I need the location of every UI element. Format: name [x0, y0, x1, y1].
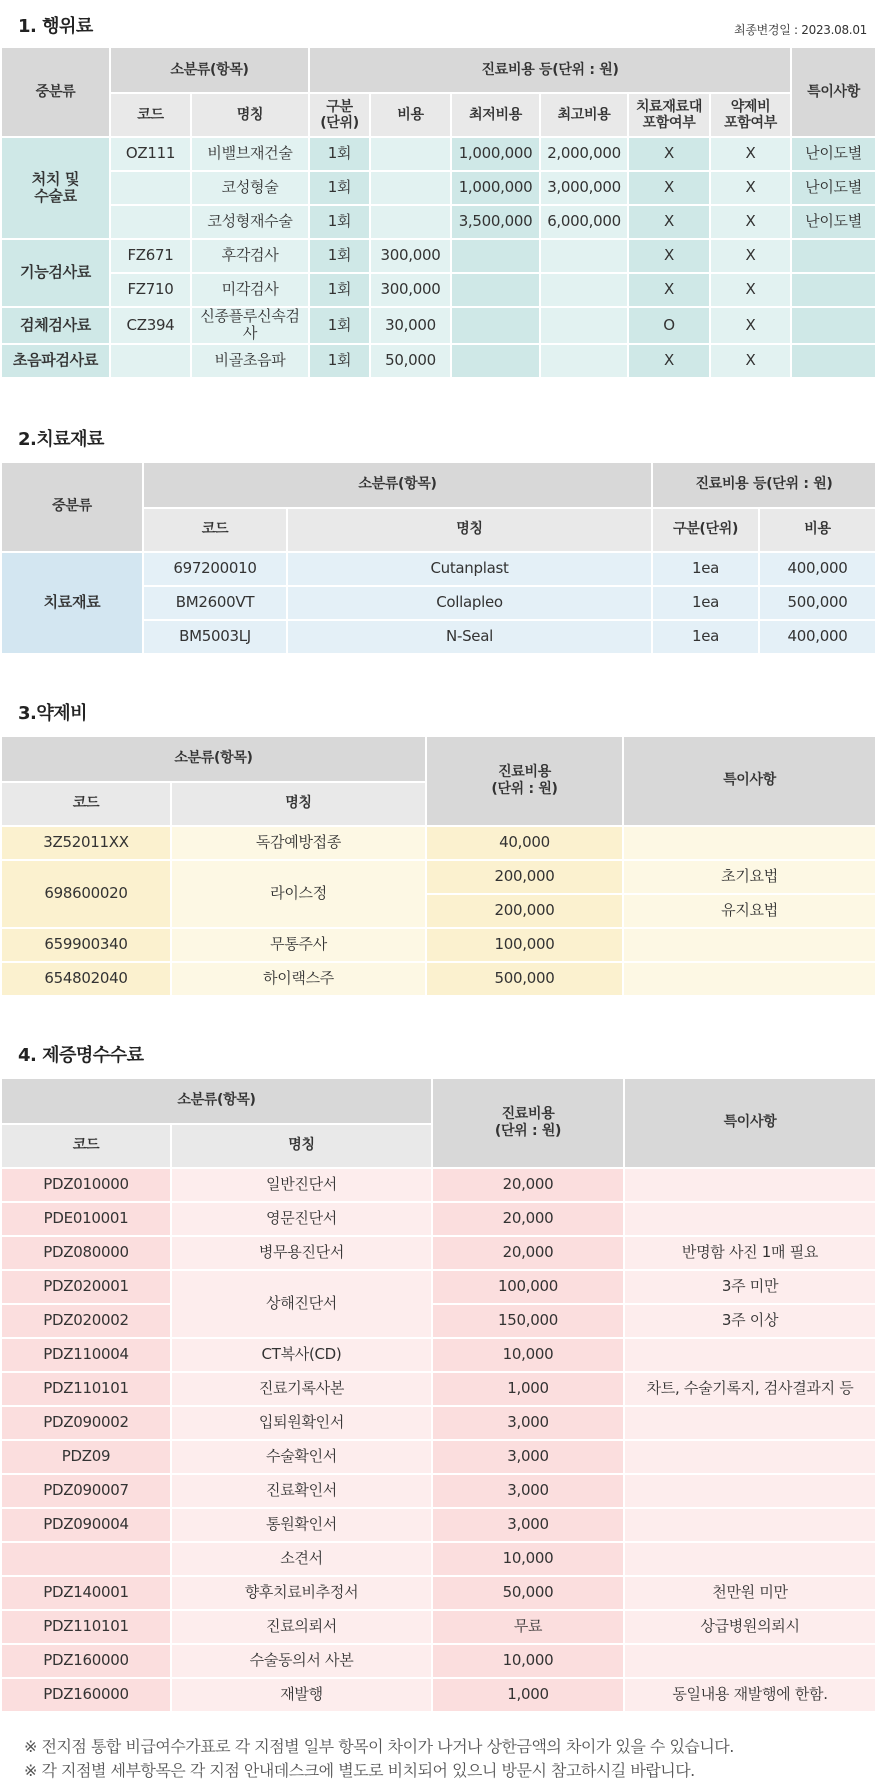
- header-cost: 진료비용 등(단위 : 원): [309, 47, 791, 93]
- cell-drug-included: X: [710, 344, 791, 378]
- cell-unit: 1회: [309, 273, 370, 307]
- cell-name: 하이랙스주: [171, 962, 426, 996]
- section-2-header: [0, 379, 875, 461]
- header-unit: 구분 (단위): [309, 93, 370, 137]
- cell-name: 신종플루신속검사: [191, 307, 309, 344]
- header-note: 특이사항: [624, 1078, 875, 1168]
- cell-note: [624, 1168, 875, 1202]
- cell-name: 일반진단서: [171, 1168, 432, 1202]
- cell-code: PDZ140001: [1, 1576, 171, 1610]
- cell-code: PDZ110004: [1, 1338, 171, 1372]
- group-label: 검체검사료: [1, 307, 110, 344]
- footer-notes: [0, 1713, 875, 1783]
- cell-unit: 1ea: [652, 552, 759, 586]
- cell-name: 코성형재수술: [191, 205, 309, 239]
- cell-note: [624, 1202, 875, 1236]
- header-min-price: 최저비용: [451, 93, 540, 137]
- cell-unit: 1ea: [652, 586, 759, 620]
- cell-note: [624, 1406, 875, 1440]
- table-row: [1, 1440, 875, 1474]
- cell-note: 난이도별: [791, 205, 875, 239]
- table-row: [1, 239, 875, 273]
- header-max-price: 최고비용: [540, 93, 628, 137]
- table-row: [1, 1406, 875, 1440]
- cell-max-price: 3,000,000: [540, 171, 628, 205]
- cell-code: [1, 1542, 171, 1576]
- cell-name: 소견서: [171, 1542, 432, 1576]
- cell-material-included: X: [628, 137, 710, 171]
- cell-unit: 1회: [309, 205, 370, 239]
- cell-price: 3,000: [432, 1406, 624, 1440]
- cell-material-included: X: [628, 205, 710, 239]
- drug-fee-table: [0, 735, 875, 997]
- cell-note: [624, 1440, 875, 1474]
- cell-note: 차트, 수술기록지, 검사결과지 등: [624, 1372, 875, 1406]
- cell-price: 100,000: [432, 1270, 624, 1304]
- cell-code: PDZ110101: [1, 1372, 171, 1406]
- cell-code: CZ394: [110, 307, 191, 344]
- cell-price: 10,000: [432, 1644, 624, 1678]
- cell-note: [624, 1474, 875, 1508]
- table-row: [1, 1304, 875, 1338]
- footer-note: ※ 전지점 통합 비급여수가표로 각 지점별 일부 항목이 차이가 나거나 상한금액의 차이가 있을 수 있습니다.: [24, 1736, 734, 1756]
- group-label: 기능검사료: [1, 239, 110, 307]
- cell-code: PDZ080000: [1, 1236, 171, 1270]
- cell-name: 비밸브재건술: [191, 137, 309, 171]
- section-4-header: [0, 997, 875, 1077]
- cell-price: 50,000: [370, 344, 451, 378]
- cell-unit: 1회: [309, 137, 370, 171]
- header-code: 코드: [143, 508, 287, 552]
- cell-price: 40,000: [426, 826, 623, 860]
- cell-note: [791, 239, 875, 273]
- table-row: [1, 552, 875, 586]
- cell-code: BM2600VT: [143, 586, 287, 620]
- cell-material-included: X: [628, 239, 710, 273]
- cell-name: 수술동의서 사본: [171, 1644, 432, 1678]
- cell-max-price: 2,000,000: [540, 137, 628, 171]
- cell-min-price: [451, 273, 540, 307]
- header-note: 특이사항: [791, 47, 875, 137]
- cell-max-price: [540, 344, 628, 378]
- cell-name: 입퇴원확인서: [171, 1406, 432, 1440]
- cell-price: 20,000: [432, 1168, 624, 1202]
- table-row: [1, 1610, 875, 1644]
- table-row: [1, 205, 875, 239]
- cell-code: PDZ160000: [1, 1678, 171, 1712]
- last-updated-date: 최종변경일 : 2023.08.01: [734, 23, 867, 37]
- table-row: [1, 1644, 875, 1678]
- cell-price: 3,000: [432, 1508, 624, 1542]
- cell-code: [110, 205, 191, 239]
- cell-name: 코성형술: [191, 171, 309, 205]
- cell-price: [370, 137, 451, 171]
- header-cost: 진료비용 등(단위 : 원): [652, 462, 875, 508]
- cell-material-included: O: [628, 307, 710, 344]
- cell-note: 난이도별: [791, 171, 875, 205]
- cell-name: 라이스정: [171, 860, 426, 928]
- cell-price: [370, 205, 451, 239]
- header-cost: 진료비용 (단위 : 원): [426, 736, 623, 826]
- certificate-fee-table: [0, 1077, 875, 1713]
- cell-name: 진료기록사본: [171, 1372, 432, 1406]
- header-material-included: 치료재료대 포함여부: [628, 93, 710, 137]
- cell-note: [791, 273, 875, 307]
- cell-price: 1,000: [432, 1678, 624, 1712]
- header-sub-category: 소분류(항목): [110, 47, 309, 93]
- cell-code: PDZ020002: [1, 1304, 171, 1338]
- cell-min-price: 3,500,000: [451, 205, 540, 239]
- cell-price: 무료: [432, 1610, 624, 1644]
- table-row: [1, 307, 875, 344]
- treatment-material-table: [0, 461, 875, 655]
- group-label: 초음파검사료: [1, 344, 110, 378]
- footer-note: ※ 각 지점별 세부항목은 각 지점 안내데스크에 별도로 비치되어 있으니 방문시 참고하시길 바랍니다.: [24, 1760, 695, 1780]
- cell-code: 654802040: [1, 962, 171, 996]
- cell-min-price: 1,000,000: [451, 137, 540, 171]
- table-row: [1, 1508, 875, 1542]
- cell-price: 10,000: [432, 1338, 624, 1372]
- header-name: 명칭: [191, 93, 309, 137]
- header-code: 코드: [1, 1124, 171, 1168]
- cell-note: 천만원 미만: [624, 1576, 875, 1610]
- header-unit: 구분(단위): [652, 508, 759, 552]
- header-name: 명칭: [171, 1124, 432, 1168]
- cell-note: 난이도별: [791, 137, 875, 171]
- table-row: [1, 1236, 875, 1270]
- cell-name: CT복사(CD): [171, 1338, 432, 1372]
- cell-note: [624, 1644, 875, 1678]
- cell-drug-included: X: [710, 239, 791, 273]
- header-note: 특이사항: [623, 736, 875, 826]
- table-row: [1, 928, 875, 962]
- cell-price: 400,000: [759, 552, 875, 586]
- cell-code: PDZ160000: [1, 1644, 171, 1678]
- cell-price: 150,000: [432, 1304, 624, 1338]
- header-mid-category: 중분류: [1, 47, 110, 137]
- group-label: 처치 및 수술료: [1, 137, 110, 239]
- cell-name: Collapleo: [287, 586, 652, 620]
- header-mid-category: 중분류: [1, 462, 143, 552]
- cell-price: 10,000: [432, 1542, 624, 1576]
- section-1-header: [0, 0, 875, 46]
- cell-name: 통원확인서: [171, 1508, 432, 1542]
- table-row: [1, 1338, 875, 1372]
- cell-max-price: [540, 307, 628, 344]
- header-sub-category: 소분류(항목): [1, 1078, 432, 1124]
- table-row: [1, 273, 875, 307]
- cell-note: 3주 미만: [624, 1270, 875, 1304]
- cell-code: FZ671: [110, 239, 191, 273]
- cell-name: 비골초음파: [191, 344, 309, 378]
- cell-code: 659900340: [1, 928, 171, 962]
- header-cost: 진료비용 (단위 : 원): [432, 1078, 624, 1168]
- cell-note: [624, 1338, 875, 1372]
- table-row: [1, 171, 875, 205]
- cell-name: 미각검사: [191, 273, 309, 307]
- table-row: [1, 1474, 875, 1508]
- header-price: 비용: [370, 93, 451, 137]
- table-row: [1, 1202, 875, 1236]
- cell-name: 진료확인서: [171, 1474, 432, 1508]
- cell-note: 유지요법: [623, 894, 875, 928]
- cell-code: BM5003LJ: [143, 620, 287, 654]
- header-sub-category: 소분류(항목): [143, 462, 652, 508]
- table-row: [1, 962, 875, 996]
- cell-code: PDZ110101: [1, 1610, 171, 1644]
- cell-price: 30,000: [370, 307, 451, 344]
- cell-name: Cutanplast: [287, 552, 652, 586]
- cell-name: 무통주사: [171, 928, 426, 962]
- group-label: 치료재료: [1, 552, 143, 654]
- cell-drug-included: X: [710, 273, 791, 307]
- cell-code: OZ111: [110, 137, 191, 171]
- cell-name: 향후치료비추정서: [171, 1576, 432, 1610]
- cell-unit: 1ea: [652, 620, 759, 654]
- cell-drug-included: X: [710, 205, 791, 239]
- section-3-title: 3.약제비: [18, 702, 88, 724]
- cell-max-price: [540, 273, 628, 307]
- cell-drug-included: X: [710, 137, 791, 171]
- cell-name: 병무용진단서: [171, 1236, 432, 1270]
- cell-unit: 1회: [309, 344, 370, 378]
- header-drug-included: 약제비 포함여부: [710, 93, 791, 137]
- table-row: [1, 1678, 875, 1712]
- cell-min-price: 1,000,000: [451, 171, 540, 205]
- cell-code: PDZ090002: [1, 1406, 171, 1440]
- cell-material-included: X: [628, 344, 710, 378]
- cell-code: PDE010001: [1, 1202, 171, 1236]
- cell-note: [623, 928, 875, 962]
- cell-price: 3,000: [432, 1474, 624, 1508]
- cell-code: PDZ090007: [1, 1474, 171, 1508]
- cell-note: 상급병원의뢰시: [624, 1610, 875, 1644]
- section-2-title: 2.치료재료: [18, 428, 104, 450]
- cell-price: 3,000: [432, 1440, 624, 1474]
- table-row: [1, 860, 875, 894]
- cell-price: 200,000: [426, 894, 623, 928]
- cell-drug-included: X: [710, 307, 791, 344]
- cell-note: [791, 344, 875, 378]
- cell-note: 3주 이상: [624, 1304, 875, 1338]
- cell-price: 300,000: [370, 239, 451, 273]
- cell-code: PDZ010000: [1, 1168, 171, 1202]
- cell-price: 100,000: [426, 928, 623, 962]
- cell-name: 수술확인서: [171, 1440, 432, 1474]
- cell-note: 동일내용 재발행에 한함.: [624, 1678, 875, 1712]
- cell-code: FZ710: [110, 273, 191, 307]
- cell-name: N-Seal: [287, 620, 652, 654]
- cell-max-price: 6,000,000: [540, 205, 628, 239]
- cell-min-price: [451, 307, 540, 344]
- procedure-fee-table: [0, 46, 875, 379]
- cell-price: [370, 171, 451, 205]
- cell-price: 500,000: [759, 586, 875, 620]
- header-price: 비용: [759, 508, 875, 552]
- cell-price: 200,000: [426, 860, 623, 894]
- cell-code: 698600020: [1, 860, 171, 928]
- cell-price: 20,000: [432, 1236, 624, 1270]
- cell-unit: 1회: [309, 239, 370, 273]
- cell-name: 진료의뢰서: [171, 1610, 432, 1644]
- table-row: [1, 1270, 875, 1304]
- table-row: [1, 137, 875, 171]
- cell-unit: 1회: [309, 307, 370, 344]
- cell-note: [624, 1508, 875, 1542]
- cell-name: 영문진단서: [171, 1202, 432, 1236]
- section-4-title: 4. 제증명수수료: [18, 1044, 144, 1066]
- cell-note: 반명함 사진 1매 필요: [624, 1236, 875, 1270]
- cell-min-price: [451, 239, 540, 273]
- cell-name: 후각검사: [191, 239, 309, 273]
- cell-code: [110, 171, 191, 205]
- table-row: [1, 1542, 875, 1576]
- cell-code: 3Z52011XX: [1, 826, 171, 860]
- cell-code: 697200010: [143, 552, 287, 586]
- cell-name: 상해진단서: [171, 1270, 432, 1338]
- cell-min-price: [451, 344, 540, 378]
- cell-price: 50,000: [432, 1576, 624, 1610]
- cell-note: [624, 1542, 875, 1576]
- cell-note: [791, 307, 875, 344]
- cell-material-included: X: [628, 273, 710, 307]
- table-row: [1, 1576, 875, 1610]
- cell-note: [623, 962, 875, 996]
- cell-material-included: X: [628, 171, 710, 205]
- cell-note: 초기요법: [623, 860, 875, 894]
- header-code: 코드: [110, 93, 191, 137]
- header-name: 명칭: [287, 508, 652, 552]
- cell-price: 400,000: [759, 620, 875, 654]
- cell-price: 300,000: [370, 273, 451, 307]
- table-row: [1, 344, 875, 378]
- cell-name: 독감예방접종: [171, 826, 426, 860]
- header-sub-category: 소분류(항목): [1, 736, 426, 782]
- cell-unit: 1회: [309, 171, 370, 205]
- table-row: [1, 1372, 875, 1406]
- cell-price: 1,000: [432, 1372, 624, 1406]
- cell-code: PDZ020001: [1, 1270, 171, 1304]
- section-1-title: 1. 행위료: [18, 16, 93, 37]
- cell-code: [110, 344, 191, 378]
- cell-drug-included: X: [710, 171, 791, 205]
- section-3-header: [0, 655, 875, 735]
- header-name: 명칭: [171, 782, 426, 826]
- cell-price: 500,000: [426, 962, 623, 996]
- cell-name: 재발행: [171, 1678, 432, 1712]
- header-code: 코드: [1, 782, 171, 826]
- cell-code: PDZ09: [1, 1440, 171, 1474]
- table-row: [1, 826, 875, 860]
- cell-price: 20,000: [432, 1202, 624, 1236]
- cell-note: [623, 826, 875, 860]
- table-row: [1, 1168, 875, 1202]
- cell-code: PDZ090004: [1, 1508, 171, 1542]
- cell-max-price: [540, 239, 628, 273]
